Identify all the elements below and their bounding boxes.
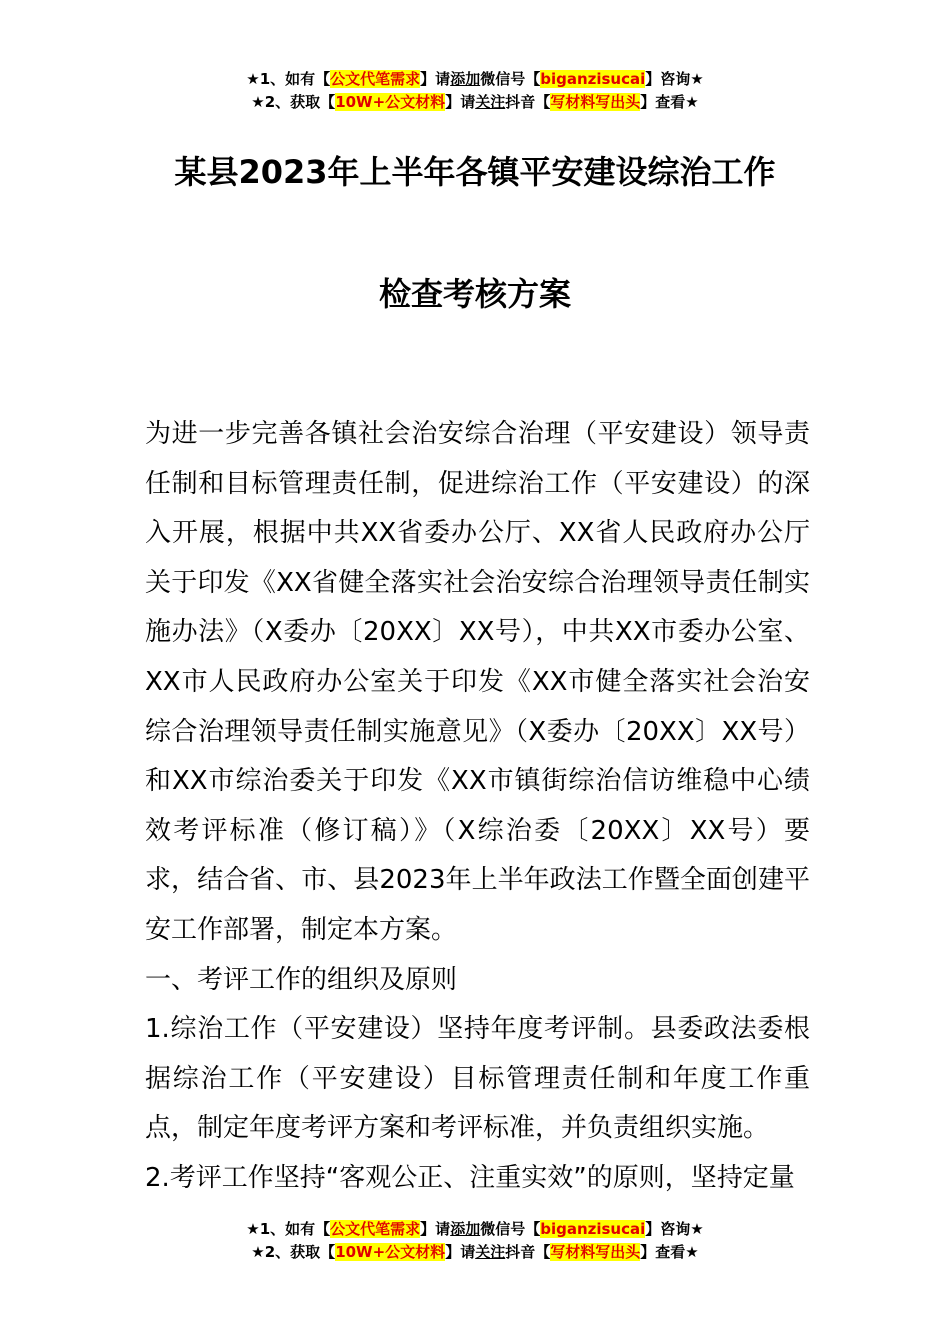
document-body (145, 410, 810, 1204)
promo-line-2 (0, 91, 950, 114)
promo-text: 】请 (445, 1243, 476, 1261)
promo-text: 微信号【 (480, 1220, 541, 1238)
promo-text: 】查看★ (640, 93, 699, 111)
promo-line-1 (0, 1218, 950, 1241)
promo-highlight: 10W+公文材料 (335, 1243, 446, 1261)
promo-douyin-id: 写材料写出头 (550, 93, 641, 111)
document-title-line-1: 某县2023年上半年各镇平安建设综治工作 (174, 153, 776, 191)
promo-text: 】请 (420, 70, 451, 88)
promo-wechat-id: biganzisucai (540, 70, 646, 88)
promo-text: ★1、如有【 (246, 70, 331, 88)
promo-text: 】请 (445, 93, 476, 111)
promo-line-2 (0, 1241, 950, 1264)
promo-text: 微信号【 (480, 70, 541, 88)
promo-text: 抖音【 (505, 93, 551, 111)
promo-text: 】查看★ (640, 1243, 699, 1261)
promo-line-1 (0, 68, 950, 91)
promo-highlight: 公文代笔需求 (330, 70, 421, 88)
promo-banner-top (0, 68, 950, 114)
promo-highlight: 10W+公文材料 (335, 93, 446, 111)
list-item: 2.考评工作坚持“客观公正、注重实效”的原则，坚持定量 (145, 1162, 795, 1193)
intro-paragraph: 为进一步完善各镇社会治安综合治理（平安建设）领导责任制和目标管理责任制，促进综治工作（平安建设）的深入开展，根据中共XX省委办公厅、XX省人民政府办公厅关于印发《XX省健全落实社会治安综合治理领导责任制实施办法》（X委办〔20XX〕XX号），中共XX市委办公室、XX市人民政府办公室关于印发《XX市健全落实社会治安综合治理领导责任制实施意见》（X委办〔20XX〕XX号）和XX市综治委关于印发《XX市镇街综治信访维稳中心绩效考评标准（修订稿）》（X综治委〔20XX〕XX号）要求，结合省、市、县2023年上半年政法工作暨全面创建平安工作部署，制定本方案。 (145, 419, 810, 945)
promo-text: 】咨询★ (645, 70, 704, 88)
promo-wechat-id: biganzisucai (540, 1220, 646, 1238)
promo-text: 】咨询★ (645, 1220, 704, 1238)
list-item: 1.综治工作（平安建设）坚持年度考评制。县委政法委根据综治工作（平安建设）目标管理责任制和年度工作重点，制定年度考评方案和考评标准，并负责组织实施。 (145, 1014, 810, 1144)
promo-text: 抖音【 (505, 1243, 551, 1261)
promo-text: ★2、获取【 (251, 1243, 336, 1261)
promo-text: ★2、获取【 (251, 93, 336, 111)
promo-text: 】请 (420, 1220, 451, 1238)
promo-banner-bottom (0, 1218, 950, 1264)
promo-douyin-id: 写材料写出头 (550, 1243, 641, 1261)
promo-emphasis: 添加 (450, 70, 481, 88)
document-title-line-2: 检查考核方案 (378, 275, 571, 313)
promo-highlight: 公文代笔需求 (330, 1220, 421, 1238)
promo-text: ★1、如有【 (246, 1220, 331, 1238)
promo-emphasis: 添加 (450, 1220, 481, 1238)
promo-emphasis: 关注 (475, 1243, 506, 1261)
promo-emphasis: 关注 (475, 93, 506, 111)
section-heading: 一、考评工作的组织及原则 (145, 964, 458, 995)
